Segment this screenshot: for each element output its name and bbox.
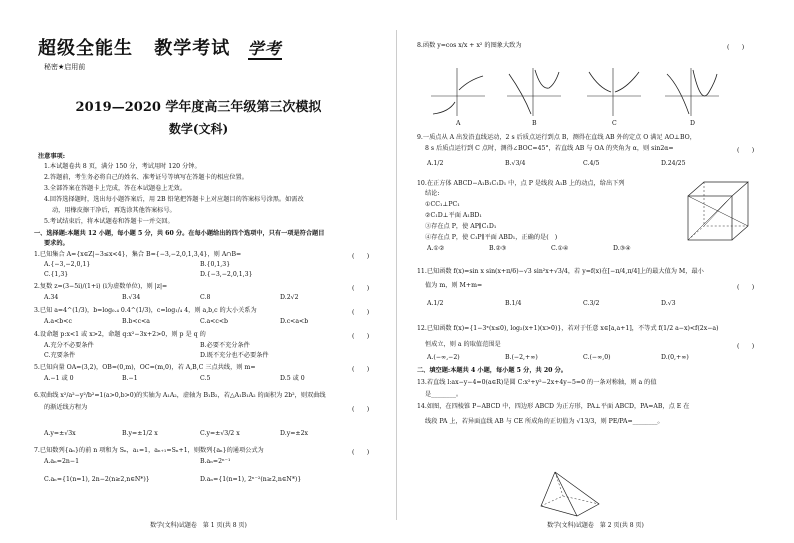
brand-header: [38, 34, 282, 60]
q1-option-b: B.{0,1,3}: [200, 261, 231, 268]
q4-option-a: A.充分不必要条件: [44, 342, 94, 349]
q7-option-a: A.aₙ=2n−1: [44, 458, 80, 465]
q8-graph-d: [663, 66, 721, 118]
q11-option-d: D.√3: [661, 300, 676, 307]
q1-stem: 1.已知集合 A={x∈Z|−3≤x<4}，集合 B={−3,−2,0,1,3,4}，则 A∩B=: [34, 251, 242, 258]
q12-stem: 12.已知函数 f(x)={1−3ˣ(x≤0), log₂(x+1)(x>0)}，若对于任意 x∈[a,a+1]，不等式 f(1/2 a−x)<f(2x−a): [417, 325, 719, 332]
q5-option-a: A.−1 或 0: [44, 375, 74, 382]
q12-stem-cont: 恒成立，则 a 的取值范围是: [425, 341, 501, 348]
q4-option-b: B.必要不充分条件: [200, 342, 250, 349]
q8-label-d: D: [690, 120, 695, 127]
exam-title: 2019—2020 学年度高三年级第三次模拟: [75, 100, 322, 115]
q10-option-a: A.①②: [427, 245, 445, 252]
q10-statement-3: ③存在点 P，使 AP∥C₁D₁: [425, 223, 497, 230]
q8-answer-blank: ( ): [727, 44, 745, 51]
q6-option-a: A.y=±√3x: [44, 430, 76, 437]
q4-option-d: D.既不充分也不必要条件: [200, 352, 269, 359]
q3-option-b: B.b<c<a: [122, 318, 150, 325]
q2-option-b: B.√34: [122, 294, 141, 301]
brand-name: 超级全能生: [38, 38, 133, 59]
q11-stem-cont: 值为 m，则 M+m=: [425, 282, 483, 289]
q11-answer-blank: ( ): [737, 284, 755, 291]
q2-option-a: A.34: [44, 294, 59, 301]
q4-answer-blank: ( ): [352, 333, 370, 340]
note-item: 5.考试结束后，将本试题卷和答题卡一并交回。: [44, 218, 174, 225]
q7-option-c: C.aₙ={1(n=1), 2n−2(n≥2,n∈N*)}: [44, 476, 150, 483]
q8-label-a: A: [456, 120, 461, 127]
q2-answer-blank: ( ): [352, 285, 370, 292]
q5-option-d: D.5 或 0: [280, 375, 305, 382]
q8-graph-a: [429, 66, 487, 118]
note-item: 3.全部答案在答题卡上完成，答在本试题卷上无效。: [44, 185, 187, 192]
q5-answer-blank: ( ): [352, 366, 370, 373]
q14-stem-cont: 线段 PA 上，若异面直线 AB 与 CE 所成角的正切值为 √13/3，则 PE/PA=________。: [425, 418, 664, 425]
q3-option-c: C.a<c<b: [200, 318, 228, 325]
q3-option-a: A.a<b<c: [44, 318, 72, 325]
q3-option-d: D.c<a<b: [280, 318, 309, 325]
q6-option-b: B.y=±1/2 x: [122, 430, 158, 437]
q10-statement-4: ④存在点 P，使 C₁P∥平面 ABD₁，正确的是( ): [425, 234, 558, 241]
q5-option-c: C.5: [200, 375, 211, 382]
q9-stem-cont: 8 s 后质点运行到 C 点时，测得∠BOC=45°，若直线 AB 与 OA 的夹角为 α，则 sin2α=: [425, 145, 674, 152]
notes-heading: 注意事项:: [38, 153, 66, 160]
q14-stem: 14.如图，在四棱锥 P−ABCD 中，四边形 ABCD 为正方形，PA⊥平面 ABCD，PA=AB，点 E 在: [417, 403, 690, 410]
q8-label-b: B: [532, 120, 537, 127]
note-item: 4.回答选择题时，选出每小题答案后，用 2B 铅笔把答题卡上对应题目的答案标号涂黑。如需改: [44, 196, 304, 203]
q8-graph-b: [505, 66, 563, 118]
q8-graph-c: [585, 66, 643, 118]
brand-exam: 教学考试: [154, 38, 231, 59]
q10-stem-cont: 结论:: [425, 190, 440, 197]
q7-answer-blank: ( ): [352, 449, 370, 456]
q8-label-c: C: [612, 120, 617, 127]
q11-option-a: A.1/2: [427, 300, 444, 307]
page-footer: 数学(文科)试题卷 第 2 页(共 8 页): [547, 522, 644, 529]
q2-stem: 2.复数 z=(3−5i)/(1+i) (i为虚数单位)，则 |z|=: [34, 283, 168, 290]
q12-option-d: D.(0,+∞): [661, 354, 689, 361]
secret-label: 秘密★启用前: [44, 63, 86, 71]
section-1-heading-cont: 要求的。: [44, 240, 69, 247]
page-footer: 数学(文科)试题卷 第 1 页(共 8 页): [150, 522, 247, 529]
q11-option-c: C.3/2: [583, 300, 600, 307]
q4-stem: 4.设命题 p:x<1 或 x>2，命题 q:x²−3x+2>0，则 p 是 q 的: [34, 331, 206, 338]
q10-statement-1: ①CC₁⊥PC₁: [425, 201, 460, 208]
q12-option-c: C.(−∞,0): [583, 354, 611, 361]
q6-option-d: D.y=±2x: [280, 430, 308, 437]
q4-option-c: C.充要条件: [44, 352, 76, 359]
q1-option-c: C.{1,3}: [44, 271, 69, 278]
q12-option-b: B.(−2,+∞): [505, 354, 538, 361]
q10-cube-figure: [682, 178, 752, 244]
q9-option-d: D.24/25: [661, 160, 686, 167]
q6-stem: 6.双曲线 x²/a²−y²/b²=1(a>0,b>0)的实轴为 A₁A₂，虚轴为 B₁B₂，若△A₁B₁A₂ 的面积为 2b²，则双曲线: [34, 392, 326, 399]
q10-option-b: B.②③: [489, 245, 507, 252]
q7-option-d: D.aₙ={1(n=1), 2ⁿ⁻²(n≥2,n∈N*)}: [200, 476, 302, 483]
q9-option-c: C.4/5: [583, 160, 600, 167]
q13-stem-cont: 是________。: [425, 391, 463, 398]
q1-answer-blank: ( ): [352, 253, 370, 260]
note-item: 动，用橡皮擦干净后，再选涂其他答案标号。: [52, 207, 176, 214]
q9-option-a: A.1/2: [427, 160, 444, 167]
brand-logo: 学考: [247, 39, 282, 58]
q1-option-d: D.{−3,−2,0,1,3}: [200, 271, 253, 278]
q7-option-b: B.aₙ=2ⁿ⁻¹: [200, 458, 231, 465]
exam-subtitle: 数学(文科): [168, 122, 229, 136]
q5-option-b: B.−1: [122, 375, 138, 382]
q12-answer-blank: ( ): [737, 343, 755, 350]
q13-stem: 13.若直线 l:ax−y−4=0(a∈R)是圆 C:x²+y²−2x+4y−5=0 的一条对称轴，则 a 的值: [417, 379, 657, 386]
section-1-heading: 一、选择题:本题共 12 小题，每小题 5 分，共 60 分。在每小题给出的四个选项中，只有一项是符合题目: [34, 230, 325, 237]
q3-stem: 3.已知 a=4^(1/3)，b=log₀.₄ 0.4^(1/3)，c=log₁/₄ 4，则 a,b,c 的大小关系为: [34, 307, 257, 314]
q10-statement-2: ②C₁D⊥平面 A₁BD₁: [425, 212, 482, 219]
q10-option-c: C.①④: [551, 245, 569, 252]
q14-pyramid-figure: [537, 470, 607, 518]
page-2: [397, 0, 794, 543]
q2-option-d: D.2√2: [280, 294, 299, 301]
q5-stem: 5.已知向量 OA=(3,2)，OB=(0,m)，OC=(m,0)，若 A,B,C 三点共线，则 m=: [34, 364, 256, 371]
q1-option-a: A.{−3,−2,0,1}: [44, 261, 91, 268]
q6-stem-cont: 的渐近线方程为: [44, 404, 88, 411]
q12-option-a: A.(−∞,−2): [427, 354, 460, 361]
q10-option-d: D.③④: [613, 245, 631, 252]
q6-answer-blank: ( ): [352, 406, 370, 413]
q7-stem: 7.已知数列{aₙ}的前 n 项和为 Sₙ，a₁=1，aₙ₊₁=Sₙ+1，则数列{aₙ}的通项公式为: [34, 447, 264, 454]
q9-stem: 9.一质点从 A 出发沿直线运动，2 s 后质点运行到点 B，测得在直线 AB 外的定点 O 满足 AO⊥BO，: [417, 134, 696, 141]
q11-option-b: B.1/4: [505, 300, 522, 307]
note-item: 1.本试题卷共 8 页，满分 150 分，考试用时 120 分钟。: [44, 163, 201, 170]
q11-stem: 11.已知函数 f(x)=sin x sin(x+π/6)−√3 sin²x+√3/4，若 y=f(x)在[−π/4,π/4]上的最大值为 M，最小: [417, 268, 704, 275]
q8-stem: 8.函数 y=cos x/x + x² 的图象大致为: [417, 42, 522, 49]
q2-option-c: C.8: [200, 294, 211, 301]
q3-answer-blank: ( ): [352, 309, 370, 316]
note-item: 2.答题前，考生务必将自己的姓名、准考证号等填写在答题卡的相应位置。: [44, 174, 248, 181]
q9-answer-blank: ( ): [737, 147, 755, 154]
q9-option-b: B.√3/4: [505, 160, 526, 167]
q10-stem: 10.在正方体 ABCD−A₁B₁C₁D₁ 中，点 P 是线段 A₁B 上的动点，给出下列: [417, 180, 625, 187]
section-2-heading: 二、填空题:本题共 4 小题，每小题 5 分，共 20 分。: [417, 367, 567, 374]
q6-option-c: C.y=±√3/2 x: [200, 430, 240, 437]
